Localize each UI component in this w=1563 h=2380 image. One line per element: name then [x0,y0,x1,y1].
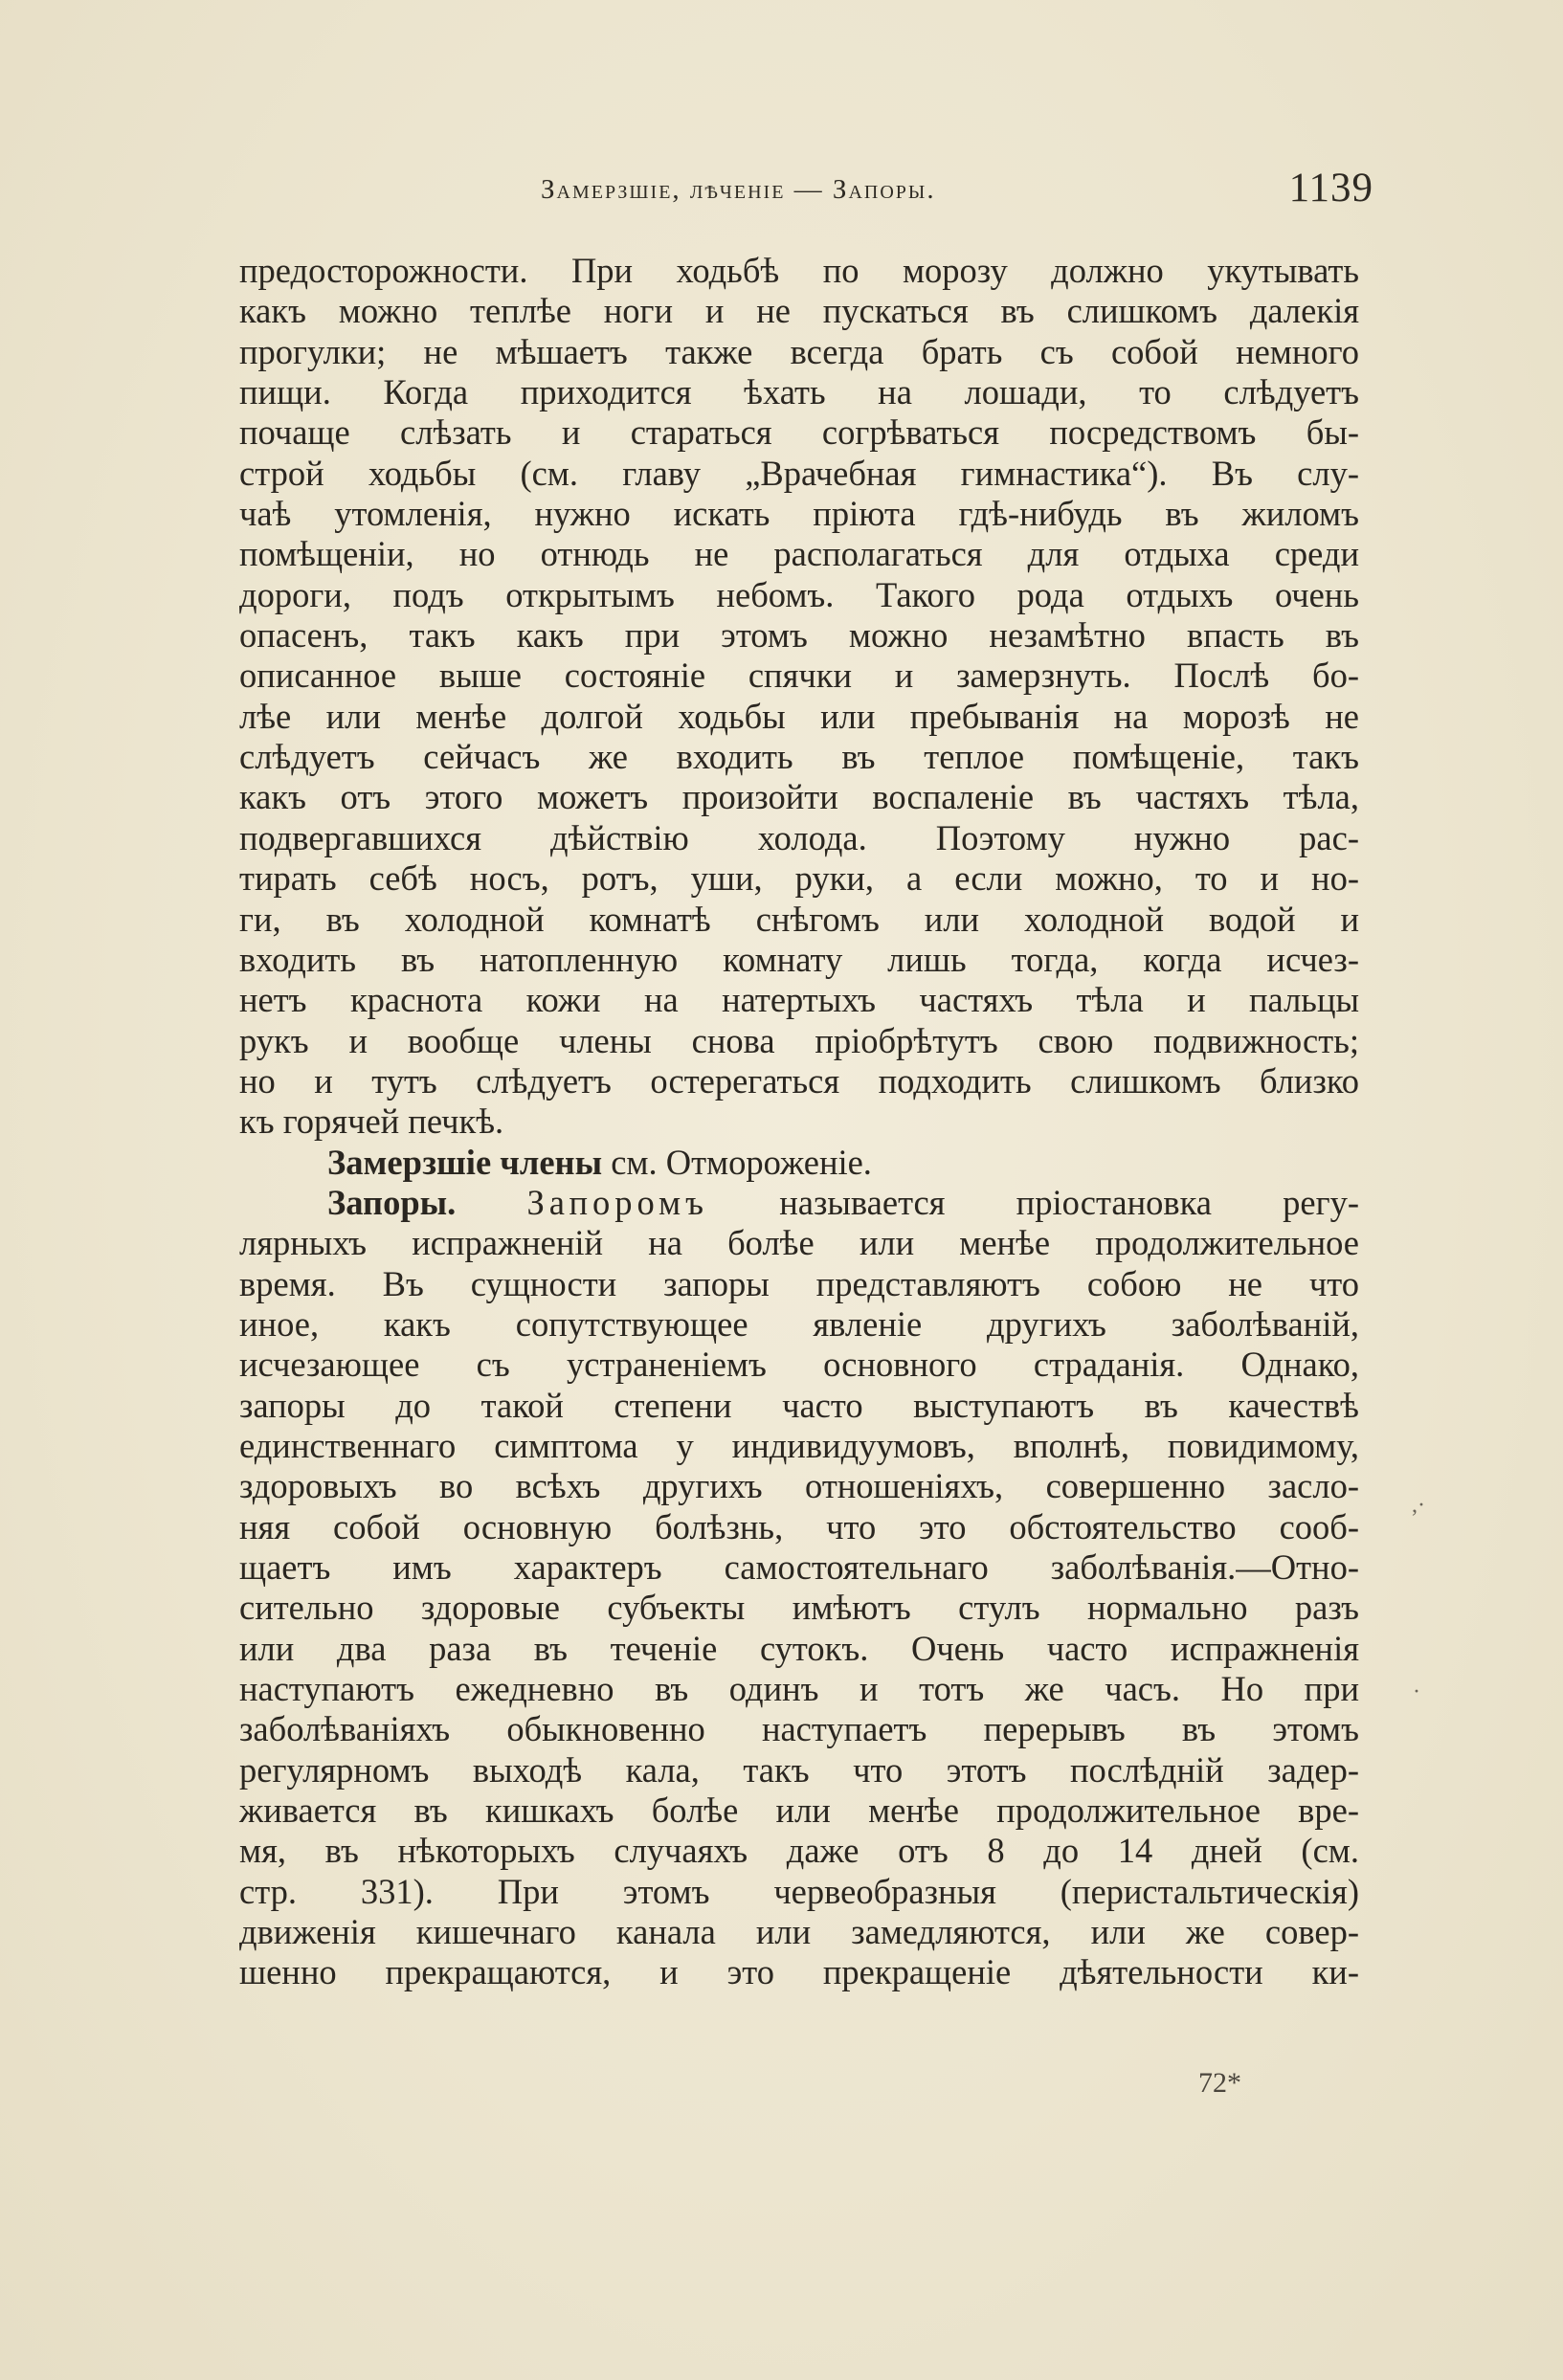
margin-dot: · [1413,1679,1420,1704]
text-line: единственнаго симптома у индивидуумовъ, вполнѣ, повидимому, [239,1425,1359,1465]
text-line: здоровыхъ во всѣхъ другихъ отношенiяхъ, совершенно засло- [239,1466,1359,1506]
text-line: лярныхъ испражненiй на болѣе или менѣе продолжительное [239,1223,1359,1263]
entry-term-frozen-limbs: Замерзшiе члены [327,1142,603,1182]
text-line: заболѣванiяхъ обыкновенно наступаетъ перерывъ въ этомъ [239,1709,1359,1749]
entry-term-constipation: Запоры. [327,1182,457,1222]
text-line: движенiя кишечнаго канала или замедляются, или же совер- [239,1912,1359,1952]
text-line: тирать себѣ носъ, ротъ, уши, руки, а если можно, то и но- [239,858,1359,899]
text-line: дороги, подъ открытымъ небомъ. Такого рода отдыхъ очень [239,574,1359,614]
page-number: 1139 [1288,166,1373,211]
text-line: исчезающее съ устраненiемъ основного страданiя. Однако, [239,1345,1359,1385]
running-head: Замерзшiе, лѣченiе — Запоры. [541,174,936,205]
text-line: предосторожности. При ходьбѣ по морозу должно укутывать [239,251,1359,290]
text-line: подвергавшихся дѣйствiю холода. Поэтому нужно рас- [239,817,1359,857]
text-line: мя, въ нѣкоторыхъ случаяхъ даже отъ 8 до 14 дней (см. [239,1831,1359,1871]
entry-reference: см. Отмороженiе. [602,1142,872,1182]
text-line: пищи. Когда приходится ѣхать на лошади, то слѣдуетъ [239,372,1359,412]
text-line: регулярномъ выходѣ кала, такъ что этотъ послѣднiй задер- [239,1749,1359,1790]
text-line: запоры до такой степени часто выступаютъ въ качествѣ [239,1385,1359,1425]
text-line: живается въ кишкахъ болѣе или менѣе продолжительное вре- [239,1791,1359,1831]
text-line: какъ отъ этого можетъ произойти воспаленiе въ частяхъ тѣла, [239,777,1359,817]
text-line: сительно здоровые субъекты имѣютъ стулъ нормально разъ [239,1588,1359,1628]
text-line: щаетъ имъ характеръ самостоятельнаго заболѣванiя.—Отно- [239,1547,1359,1587]
text-line: нетъ краснота кожи на натертыхъ частяхъ тѣла и пальцы [239,980,1359,1020]
text-line: время. Въ сущности запоры представляютъ собою не что [239,1263,1359,1303]
text-line: или два раза въ теченiе сутокъ. Очень часто испражненiя [239,1628,1359,1668]
text-line: слѣдуетъ сейчасъ же входить въ теплое помѣщенiе, такъ [239,737,1359,777]
text-line: стр. 331). При этомъ червеобразныя (перистальтическiя) [239,1871,1359,1911]
margin-speck: ,· [1412,1493,1425,1518]
entry-first-line-rest: называется прiостановка регу- [708,1182,1359,1222]
paragraph-frostbite-precautions [239,251,1359,1143]
text-line: иное, какъ сопутствующее явленiе другихъ заболѣванiй, [239,1303,1359,1344]
text-line: почаще слѣзать и стараться согрѣваться посредствомъ бы- [239,412,1359,453]
entry-frozen-limbs [239,1143,1359,1183]
text-line: чаѣ утомленiя, нужно искать прiюта гдѣ-нибудь въ жиломъ [239,494,1359,534]
printer-signature-mark: 72* [1198,2067,1241,2099]
body-text [239,251,1359,1993]
paragraph-constipation [239,1223,1359,1993]
text-line: рукъ и вообще члены снова прiобрѣтутъ свою подвижность; [239,1020,1359,1060]
text-line: лѣе или менѣе долгой ходьбы или пребыванiя на морозѣ не [239,696,1359,736]
entry-constipation-first-line [239,1183,1359,1223]
text-line: няя собой основную болѣзнь, что это обстоятельство сооб- [239,1506,1359,1546]
text-line: входить въ натопленную комнату лишь тогда, когда исчез- [239,939,1359,979]
text-line: описанное выше состоянiе спячки и замерзнуть. Послѣ бо- [239,656,1359,696]
text-line: ги, въ холодной комнатѣ снѣгомъ или холодной водой и [239,899,1359,939]
text-line: къ горячей печкѣ. [239,1101,504,1142]
text-line: помѣщенiи, но отнюдь не располагаться для отдыха среди [239,534,1359,574]
text-line: строй ходьбы (см. главу „Врачебная гимнастика“). Въ слу- [239,453,1359,493]
text-line: шенно прекращаются, и это прекращенiе дѣятельности ки- [239,1952,1359,1992]
page-header [541,165,1373,222]
text-line: прогулки; не мѣшаетъ также всегда брать съ собой немного [239,331,1359,371]
spaced-emphasis-word: Запоромъ [526,1182,709,1222]
text-line: какъ можно теплѣе ноги и не пускаться въ слишкомъ далекiя [239,291,1359,331]
text-line: но и тутъ слѣдуетъ остерегаться подходить слишкомъ близко [239,1060,1359,1101]
text-line: опасенъ, такъ какъ при этомъ можно незамѣтно впасть въ [239,615,1359,656]
text-line: наступаютъ ежедневно въ одинъ и тотъ же часъ. Но при [239,1669,1359,1709]
